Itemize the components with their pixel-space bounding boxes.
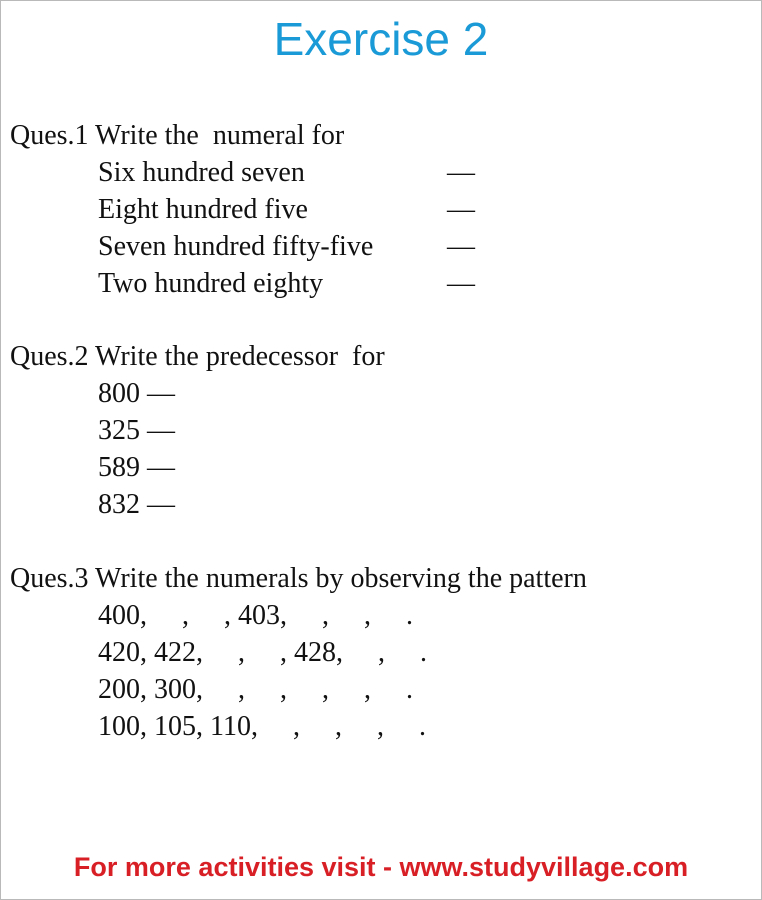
question-2-heading: Ques.2 Write the predecessor for — [10, 341, 385, 372]
question-1-item: Two hundred eighty — [98, 268, 324, 299]
footer-website-link[interactable]: For more activities visit - www.studyvillage.com — [73, 852, 689, 882]
question-3-heading: Ques.3 Write the numerals by observing the pattern — [10, 563, 587, 594]
question-3-item: 200, 300, , , , , . — [98, 674, 413, 705]
answer-dash: — — [447, 231, 475, 262]
question-3-item: 100, 105, 110, , , , . — [98, 711, 426, 742]
question-1-item: Six hundred seven — [98, 157, 305, 188]
question-2-item: 832 — — [98, 489, 175, 520]
question-1-heading: Ques.1 Write the numeral for — [10, 120, 345, 151]
answer-dash: — — [447, 268, 475, 299]
answer-dash: — — [447, 157, 475, 188]
question-1-item: Seven hundred fifty-five — [98, 231, 374, 262]
answer-dash: — — [447, 194, 475, 225]
question-1-item: Eight hundred five — [98, 194, 308, 225]
question-3-item: 400, , , 403, , , . — [98, 600, 413, 631]
question-2-item: 800 — — [98, 378, 175, 409]
page-title: Exercise 2 — [273, 13, 489, 65]
question-2-item: 589 — — [98, 452, 175, 483]
question-3-item: 420, 422, , , 428, , . — [98, 637, 427, 668]
question-2-item: 325 — — [98, 415, 175, 446]
